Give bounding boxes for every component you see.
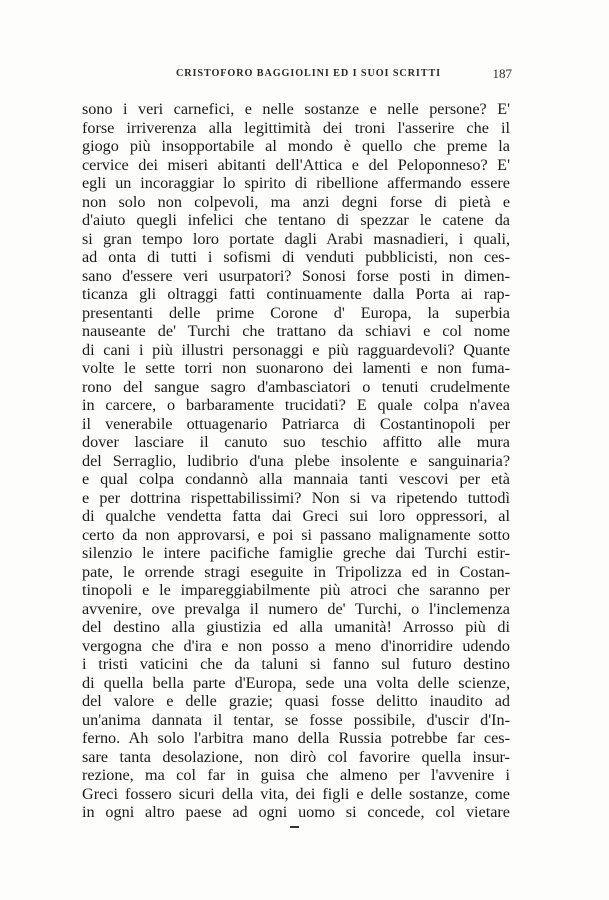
text-line: pate, le orrende stragi eseguite in Tripolizza ed in Costan- (82, 562, 510, 581)
text-line: un'anima dannata il tentar, se fosse possibile, d'uscir d'In- (82, 710, 510, 729)
text-line: il venerabile ottuagenario Patriarca di Costantinopoli per (82, 414, 510, 433)
text-line: ticanza gli oltraggi fatti continuamente dalla Porta ai rap- (82, 285, 510, 303)
running-title: CRISTOFORO BAGGIOLINI ED I SUOI SCRITTI (176, 68, 442, 79)
text-line: rono del sangue sagro d'ambasciatori o tenuti crudelmente (82, 377, 510, 396)
text-line: certo da non approvarsi, e poi si passano malignamente sotto (82, 525, 510, 544)
text-line: nauseante de' Turchi che trattano da schiavi e col nome (82, 322, 510, 340)
printer-mark (290, 826, 299, 828)
text-line: sare tanta desolazione, non dirò col favorire quella insur- (82, 747, 510, 766)
text-line: volte le sette torri non suonarono dei lamenti e non fuma- (82, 359, 510, 377)
text-line: rezione, ma col far in guisa che almeno per l'avvenire i (82, 766, 510, 784)
text-line: di cani i più illustri personaggi e più ragguardevoli? Quante (82, 340, 510, 359)
text-line: vergogna che d'ira e non posso a meno d'inorridire udendo (82, 636, 510, 655)
text-line: giogo più insopportabile al mondo è quello che preme la (82, 137, 510, 155)
page-number: 187 (492, 66, 512, 81)
text-line: d'aiuto quegli infelici che tentano di spezzar le catene da (82, 211, 510, 229)
text-line: del destino alla giustizia ed alla umanità! Arrosso più di (82, 618, 510, 636)
text-line: cervice dei miseri abitanti dell'Attica e del Peloponneso? E' (82, 155, 510, 174)
text-line: del valore e delle grazie; quasi fosse delitto inaudito ad (82, 692, 510, 710)
text-line: si gran tempo loro portate dagli Arabi masnadieri, i quali, (82, 229, 510, 248)
text-line: non solo non colpevoli, ma anzi degni forse di pietà e (82, 192, 510, 211)
text-line: ad onta di tutti i sofismi di venduti pubblicisti, non ces- (82, 248, 510, 266)
text-line: avvenire, ove prevalga il numero de' Turchi, o l'inclemenza (82, 599, 510, 618)
text-line: in ogni altro paese ad ogni uomo si concede, col vietare (82, 803, 510, 821)
text-line: forse irriverenza alla legittimità dei troni l'asserire che il (82, 118, 510, 137)
text-line: del Serraglio, ludibrio d'una plebe insolente e sanguinaria? (82, 451, 510, 470)
text-line: Greci fossero sicuri della vita, dei figli e delle sostanze, come (82, 784, 510, 803)
text-line: ferno. Ah solo l'arbitra mano della Russia potrebbe far ces- (82, 729, 510, 747)
text-line: egli un incoraggiar lo spirito di ribellione affermando essere (82, 174, 510, 192)
text-line: in carcere, o barbaramente trucidati? E quale colpa n'avea (82, 396, 510, 414)
text-line: presentanti delle prime Corone d' Europa, la superbia (82, 303, 510, 322)
text-line: di quella bella parte d'Europa, sede una volta delle scienze, (82, 673, 510, 692)
text-line: di qualche vendetta fatta dai Greci sui loro oppressori, al (82, 507, 510, 525)
running-head (80, 66, 512, 82)
text-line: i tristi vaticini che da taluni si fanno sul futuro destino (82, 655, 510, 673)
text-line: sano d'essere veri usurpatori? Sonosi forse posti in dimen- (82, 266, 510, 285)
text-line: silenzio le intere pacifiche famiglie greche dai Turchi estir- (82, 544, 510, 562)
text-line: sono i veri carnefici, e nelle sostanze e nelle persone? E' (82, 100, 510, 118)
text-line: dover lasciare il canuto suo teschio affitto alle mura (82, 433, 510, 451)
text-line: tinopoli e le impareggiabilmente più atroci che saranno per (82, 581, 510, 599)
body-text (82, 100, 510, 822)
text-line: e qual colpa condannò alla mannaia tanti vescovi per età (82, 470, 510, 488)
text-line: e per dottrina rispettabilissimi? Non si va ripetendo tuttodì (82, 488, 510, 507)
